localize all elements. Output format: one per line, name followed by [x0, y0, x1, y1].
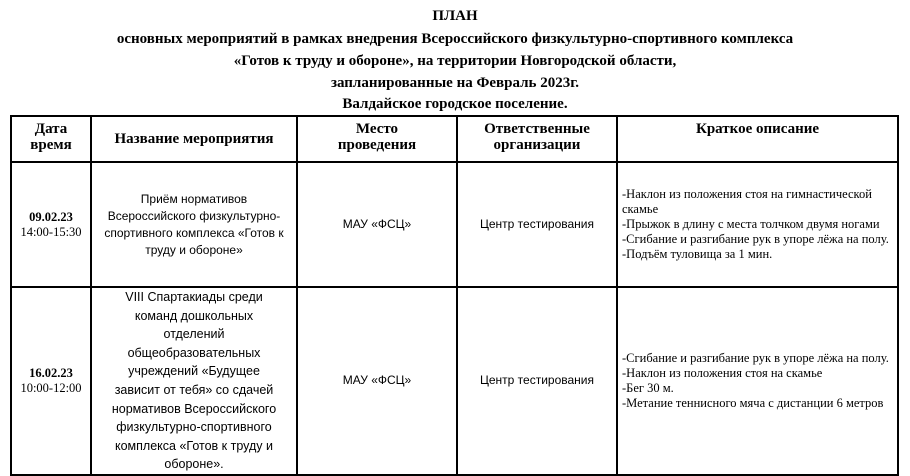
plan-subtitle-line-1: основных мероприятий в рамках внедрения Всероссийского физкультурно-спортивного комплекса: [116, 31, 794, 47]
date-cell: 16.02.23 10:00-12:00: [11, 287, 91, 475]
description-item: -Метание теннисного мяча с дистанции 6 метров: [622, 395, 884, 410]
table-header-row: [11, 116, 898, 162]
event-name-cell: Приём нормативов Всероссийского физкультурно-спортивного комплекса «Готов к труду и обороне»: [91, 162, 297, 287]
description-item: -Бег 30 м.: [622, 380, 674, 395]
organization-cell: Центр тестирования: [457, 287, 617, 475]
description-item: -Прыжок в длину с места толчком двумя ногами: [622, 217, 880, 231]
description-item: -Наклон из положения стоя на скамье: [622, 365, 823, 380]
column-header-description: Краткое описание: [617, 116, 898, 162]
event-name-cell: VIII Спартакиады среди команд дошкольных отделений общеобразовательных учреждений «Будущее зависит от тебя» со сдачей нормативов Всероссийского физкультурно-спортивного комплекса «Готов к труду и обороне».: [91, 287, 297, 475]
organization-cell: Центр тестирования: [457, 162, 617, 287]
column-header-organizations: Ответственные организации: [457, 116, 617, 162]
description-item: -Сгибание и разгибание рук в упоре лёжа на полу.: [622, 232, 889, 246]
table-row: [11, 162, 898, 287]
table-row: [11, 287, 898, 475]
description-item: -Подъём туловища за 1 мин.: [622, 247, 773, 261]
description-item: -Сгибание и разгибание рук в упоре лёжа на полу.: [622, 350, 889, 365]
plan-title: ПЛАН: [432, 8, 478, 24]
date-cell: 09.02.23 14:00-15:30: [11, 162, 91, 287]
plan-subtitle-line-2: «Готов к труду и обороне», на территории Новгородской области,: [233, 53, 677, 69]
description-cell: [617, 162, 898, 287]
column-header-name: Название мероприятия: [91, 116, 297, 162]
description-item: -Наклон из положения стоя на гимнастической скамье: [622, 187, 872, 216]
place-cell: МАУ «ФСЦ»: [297, 287, 457, 475]
description-cell: [617, 287, 898, 475]
place-cell: МАУ «ФСЦ»: [297, 162, 457, 287]
column-header-place: Место проведения: [297, 116, 457, 162]
events-table: [10, 115, 899, 476]
column-header-date: Дата время: [11, 116, 91, 162]
plan-subtitle-line-4: Валдайское городское поселение.: [342, 96, 568, 112]
plan-subtitle-line-3: запланированные на Февраль 2023г.: [330, 75, 580, 91]
